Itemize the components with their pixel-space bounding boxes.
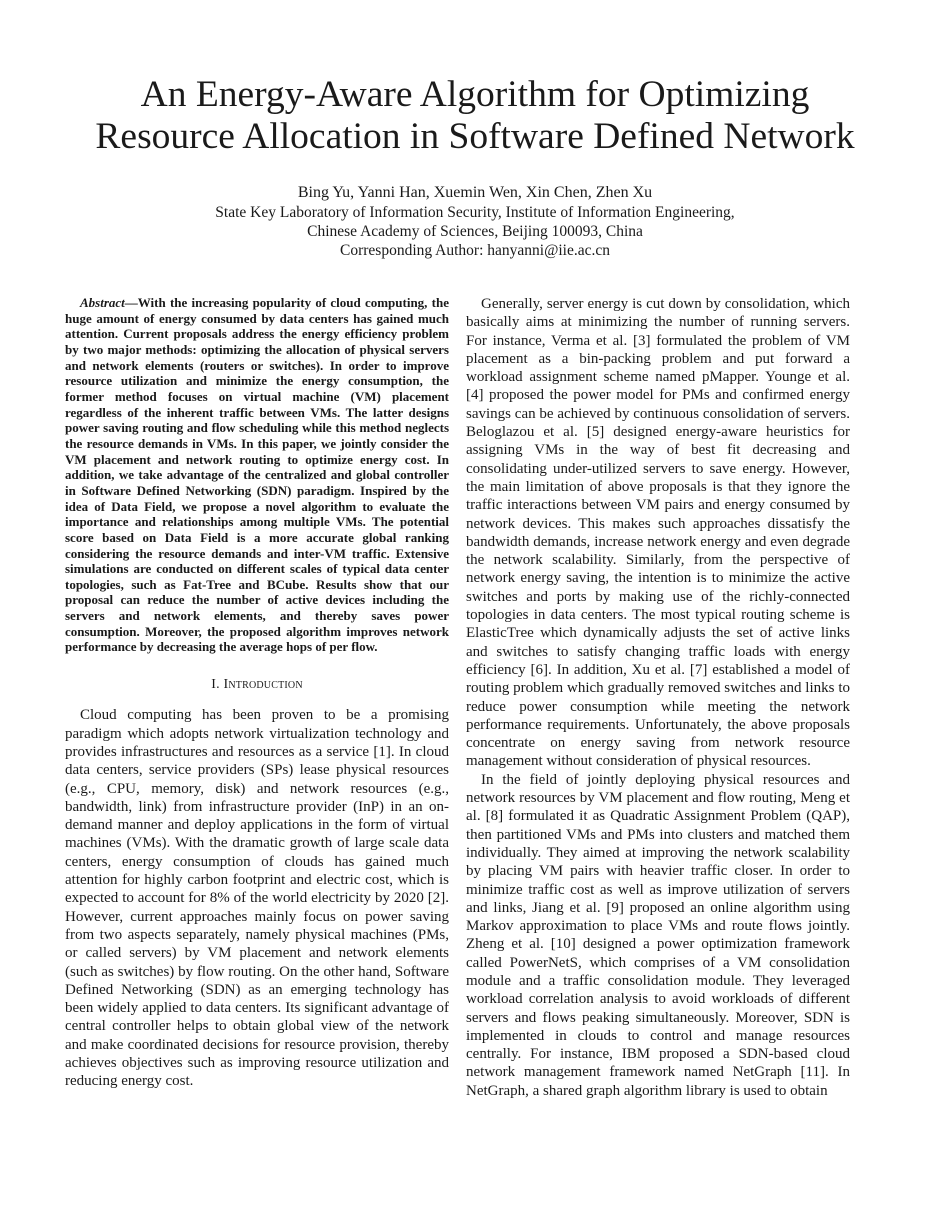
abstract-label: Abstract bbox=[80, 295, 125, 310]
author-block bbox=[60, 183, 890, 260]
affiliation-line-1: State Key Laboratory of Information Security, Institute of Information Engineering, bbox=[215, 204, 735, 221]
left-column bbox=[65, 295, 449, 1091]
section-heading-introduction bbox=[65, 676, 449, 694]
section-number: I. bbox=[211, 677, 220, 693]
corresponding-author: Corresponding Author: hanyanni@iie.ac.cn bbox=[340, 242, 610, 259]
abstract bbox=[65, 295, 449, 655]
title-line-1: An Energy-Aware Algorithm for Optimizing bbox=[140, 74, 810, 115]
intro-paragraph-2: Generally, server energy is cut down by consolidation, which basically aims at minimizing the number of running servers. For instance, Verma et al. [3] formulated the problem of VM placement as a bin-packing problem and put forward a workload assignment scheme named pMapper. Younge et al. [4] proposed the power model for PMs and confirmed energy savings can be achieved by continuous consolidation of servers. Beloglazou et al. [5] designed energy-aware heuristics for assigning VMs in the way of best fit decreasing and consolidating under-utilized servers to save energy. However, the main limitation of above proposals is that they ignore the traffic interactions between VM pairs and energy consumed by network devices. This makes such approaches dissatisfy the bandwidth demands, increase network energy and even degrade the network scalability. Similarly, from the perspective of network energy saving, the intention is to minimize the active switches and ports by making use of the richly-connected topologies in data centers. The most typical routing scheme is ElasticTree which dynamically adjusts the set of active links and switches to satisfy changing traffic loads with energy efficiency [6]. In addition, Xu et al. [7] established a model of routing problem which gradually removed switches and links to reduce power consumption while meeting the network performance requirements. Unfortunately, the above proposals concentrate on energy saving from network resource management without consideration of physical resources. bbox=[466, 296, 850, 770]
right-column bbox=[466, 295, 850, 1100]
author-names: Bing Yu, Yanni Han, Xuemin Wen, Xin Chen, Zhen Xu bbox=[297, 184, 653, 201]
paper-title bbox=[40, 74, 910, 158]
intro-paragraph-3: In the field of jointly deploying physical resources and network resources by VM placement and flow routing, Meng et al. [8] formulated it as Quadratic Assignment Problem (QAP), then partitioned VMs and PMs into clusters and matched them individually. They aimed at improving the network scalability by placing VM pairs with heavier traffic closer. In order to minimize traffic cost as well as improve utilization of servers and links, Jiang et al. [9] proposed an online algorithm using Markov approximation to place VMs and route flows jointly. Zheng et al. [10] designed a power optimization framework called PowerNetS, which comprises of a VM consolidation module and a traffic consolidation module. They leveraged workload correlation analysis to avoid workloads of different servers and flows peaking simultaneously. Moreover, SDN is implemented in clouds to control and manage resources centrally. For instance, IBM proposed a SDN-based cloud network management framework named NetGraph [11]. In NetGraph, a shared graph algorithm library is used to obtain bbox=[466, 771, 850, 1099]
affiliation-line-2: Chinese Academy of Sciences, Beijing 100093, China bbox=[307, 223, 643, 240]
abstract-text: With the increasing popularity of cloud computing, the huge amount of energy consumed by data centers has gained much attention. Current proposals address the energy efficiency problem by two major methods: optimizing the allocation of physical servers and network elements (routers or switches). In order to improve resource utilization and minimize the energy consumption, the former method focuses on virtual machine (VM) placement regardless of the inherent traffic between VMs. The latter designs power saving routing and flow scheduling while this method neglects the resource demands in VMs. In this paper, we jointly consider the VM placement and network routing to optimize energy cost. In addition, we take advantage of the centralized and global controller in Software Defined Networking (SDN) paradigm. Inspired by the idea of Data Field, we propose a novel algorithm to evaluate the importance and relationships among multiple VMs. The potential score based on Data Field is a more accurate global ranking considering the resource demands and inter-VM traffic. Extensive simulations are conducted on different scales of typical data center topologies, such as Fat-Tree and BCube. Results show that our proposal can reduce the number of active devices including the servers and network elements, and thereby saves power consumption. Moreover, the proposed algorithm improves network performance by decreasing the average hops of per flow. bbox=[65, 295, 449, 655]
intro-paragraph-1: Cloud computing has been proven to be a promising paradigm which adopts network virtualization technology and provides infrastructures and resources as a service [1]. In cloud data centers, service providers (SPs) lease physical resources (e.g., CPU, memory, disk) and network resources (e.g., bandwidth, link) from infrastructure provider (InP) in an on-demand manner and deploy applications in the form of virtual machines (VMs). With the dramatic growth of large scale data centers, energy consumption of clouds has gained much attention for highly carbon footprint and electric cost, which is expected to account for 8% of the world electricity by 2020 [2]. However, current approaches mainly focus on power saving from two aspects separately, namely physical machines (PMs, or called servers) by VM placement and network elements (such as switches) by flow routing. On the other hand, Software Defined Networking (SDN) as an emerging technology has been widely applied to data centers. Its significant advantage of central controller helps to obtain global view of the network and make coordinated decisions for resource provision, thereby achieves objectives such as improving resource utilization and reducing energy cost. bbox=[65, 707, 449, 1090]
abstract-dash: — bbox=[124, 295, 138, 310]
title-line-2: Resource Allocation in Software Defined Network bbox=[95, 116, 855, 157]
section-title: Introduction bbox=[223, 677, 303, 693]
